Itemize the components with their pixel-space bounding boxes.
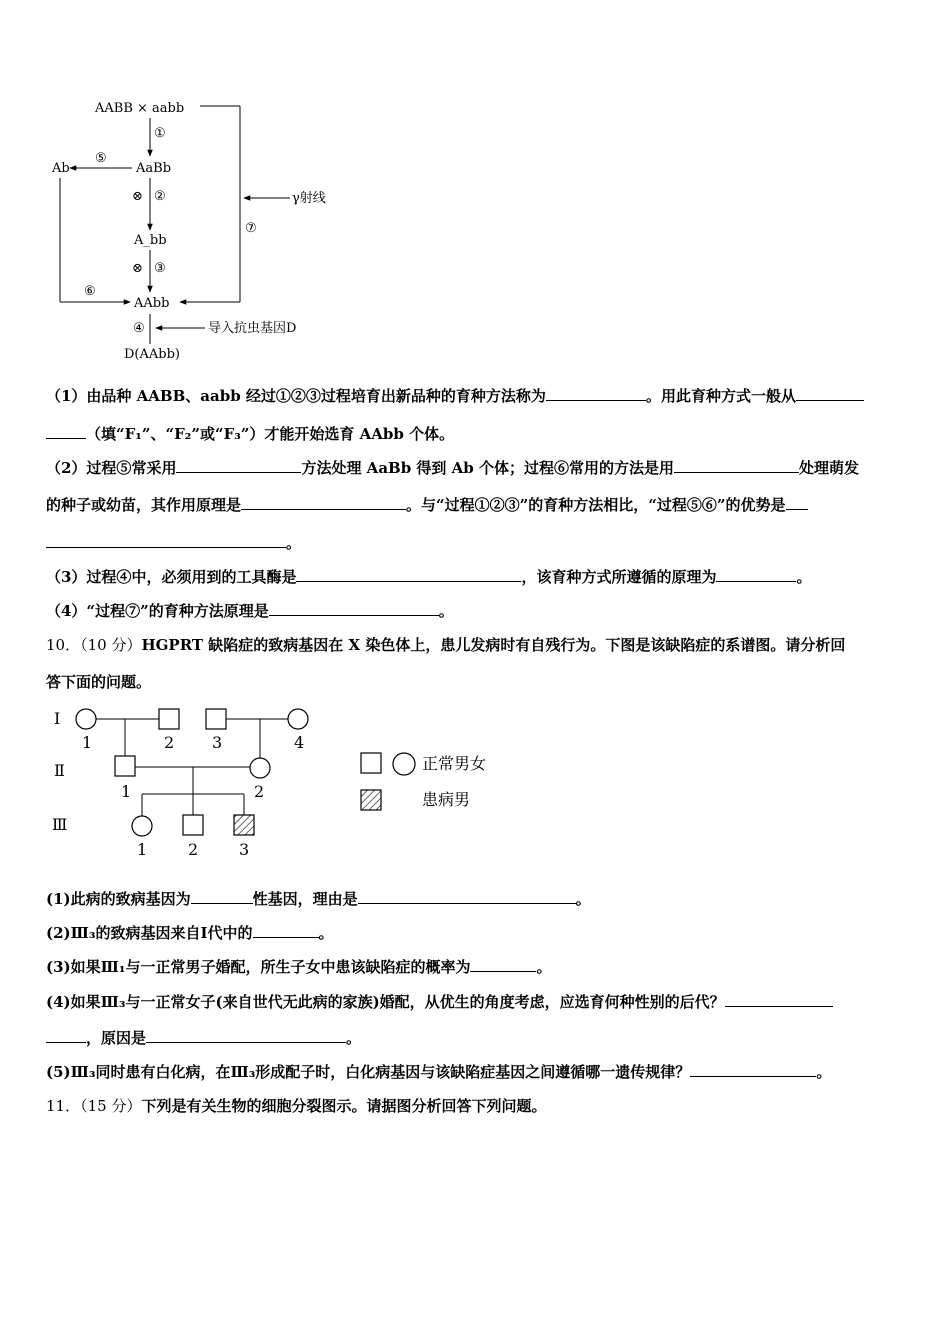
II-1-male <box>115 756 135 776</box>
answer-blank[interactable] <box>176 457 301 473</box>
q9-part3: （3）过程④中，必须用到的工具酶是 ，该育种方式所遵循的原理为 。 <box>46 568 812 586</box>
step-4-label: ④ <box>133 321 145 336</box>
answer-blank[interactable] <box>253 922 319 938</box>
selfing-symbol-2: ⊗ <box>132 261 143 276</box>
answer-blank[interactable] <box>269 600 439 616</box>
III-2-male <box>183 815 203 835</box>
legend-normal-label: 正常男女 <box>422 754 487 773</box>
III-3-number: 3 <box>239 840 250 859</box>
I-3-number: 3 <box>212 733 223 752</box>
breeding-diagram <box>40 92 340 367</box>
answer-blank[interactable] <box>241 494 406 510</box>
answer-blank[interactable] <box>716 566 796 582</box>
q10-sub5: (5)Ⅲ₃同时患有白化病，在Ⅲ₃形成配子时，白化病基因与该缺陷症基因之间遵循哪一遗传规律？ 。 <box>46 1063 832 1081</box>
legend-male-symbol <box>361 753 381 773</box>
answer-blank[interactable] <box>358 888 576 904</box>
answer-blank[interactable] <box>725 991 833 1007</box>
II-2-number: 2 <box>254 782 265 801</box>
answer-blank[interactable] <box>191 888 253 904</box>
answer-blank[interactable] <box>546 385 646 401</box>
step-7-label: ⑦ <box>245 221 257 236</box>
step-6-label: ⑥ <box>84 284 96 299</box>
q10-sub4-line2: ，原因是 。 <box>46 1027 910 1048</box>
q9-part2-line3: 。 <box>46 532 910 553</box>
generation-II-label: Ⅱ <box>54 761 65 780</box>
a-bb-genotype: A_bb <box>134 233 167 248</box>
III-1-female <box>132 816 152 836</box>
legend-affected-symbol <box>361 790 381 810</box>
cross-parents: AABB × aabb <box>95 101 185 116</box>
step-2-label: ② <box>154 189 166 204</box>
answer-blank[interactable] <box>796 385 864 401</box>
final-product: D(AAbb) <box>124 347 180 362</box>
answer-blank[interactable] <box>296 566 521 582</box>
target-genotype: AAbb <box>134 296 170 311</box>
q9-part2-line1: （2）过程⑤常采用 方法处理 AaBb 得到 Ab 个体；过程⑥常用的方法是用 处理萌发 <box>46 459 860 477</box>
q10-number: 10．（10 分） <box>46 636 142 654</box>
q10-sub4-line1: (4)如果Ⅲ₃与一正常女子(来自世代无此病的家族)婚配，从优生的角度考虑，应选育何种性别的后代？ <box>46 991 910 1012</box>
answer-blank[interactable] <box>674 457 799 473</box>
step-5-label: ⑤ <box>95 151 107 166</box>
I-4-female <box>288 709 308 729</box>
answer-blank[interactable] <box>46 532 286 548</box>
q9-part1-line2: （填“F₁”、“F₂”或“F₃”）才能开始选育 AAbb 个体。 <box>46 423 910 444</box>
step-1-label: ① <box>154 126 166 141</box>
answer-blank[interactable] <box>786 494 808 510</box>
q10-intro-line1: 10．（10 分）HGPRT 缺陷症的致病基因在 X 染色体上，患儿发病时有自残行为。下图是该缺陷症的系谱图。请分析回 <box>46 636 846 654</box>
answer-blank[interactable] <box>470 956 536 972</box>
III-2-number: 2 <box>188 840 199 859</box>
II-2-female <box>250 758 270 778</box>
q10-sub2: (2)Ⅲ₃的致病基因来自Ⅰ代中的 。 <box>46 924 334 942</box>
gamma-ray-label: γ射线 <box>292 191 326 206</box>
legend-female-symbol <box>393 753 415 775</box>
III-3-affected-male <box>234 815 254 835</box>
q10-sub3: (3)如果Ⅲ₁与一正常男子婚配，所生子女中患该缺陷症的概率为 。 <box>46 958 552 976</box>
step-3-label: ③ <box>154 261 166 276</box>
pedigree-svg <box>40 700 520 870</box>
generation-III-label: Ⅲ <box>52 815 68 834</box>
breeding-diagram-svg <box>40 92 340 367</box>
q10-intro-line2: 答下面的问题。 <box>46 673 152 691</box>
I-3-male <box>206 709 226 729</box>
answer-blank[interactable] <box>46 423 86 439</box>
I-2-male <box>159 709 179 729</box>
haploid-genotype: Ab <box>52 161 70 176</box>
answer-blank[interactable] <box>146 1027 346 1043</box>
q9-part2-line2: 的种子或幼苗，其作用原理是 。与“过程①②③”的育种方法相比，“过程⑤⑥”的优势是 <box>46 494 910 515</box>
III-1-number: 1 <box>137 840 148 859</box>
q9-part4: （4）“过程⑦”的育种方法原理是 。 <box>46 602 454 620</box>
selfing-symbol-1: ⊗ <box>132 189 143 204</box>
legend-affected-label: 患病男 <box>422 790 471 809</box>
answer-blank[interactable] <box>690 1061 816 1077</box>
I-1-number: 1 <box>82 733 93 752</box>
q11-intro: 11．（15 分）下列是有关生物的细胞分裂图示。请据图分析回答下列问题。 <box>46 1097 547 1115</box>
I-2-number: 2 <box>164 733 175 752</box>
q9-part1-line1: （1）由品种 AABB、aabb 经过①②③过程培育出新品种的育种方法称为 。用此育种方式一般从 <box>46 385 910 406</box>
I-4-number: 4 <box>294 733 305 752</box>
insert-gene-label: 导入抗虫基因D <box>208 321 297 336</box>
f1-genotype: AaBb <box>136 161 172 176</box>
II-1-number: 1 <box>121 782 132 801</box>
I-1-female <box>76 709 96 729</box>
q10-sub1: (1)此病的致病基因为 性基因，理由是 。 <box>46 890 591 908</box>
answer-blank[interactable] <box>46 1027 86 1043</box>
generation-I-label: Ⅰ <box>54 709 61 728</box>
q11-number: 11．（15 分） <box>46 1097 142 1115</box>
pedigree-chart <box>40 700 520 870</box>
